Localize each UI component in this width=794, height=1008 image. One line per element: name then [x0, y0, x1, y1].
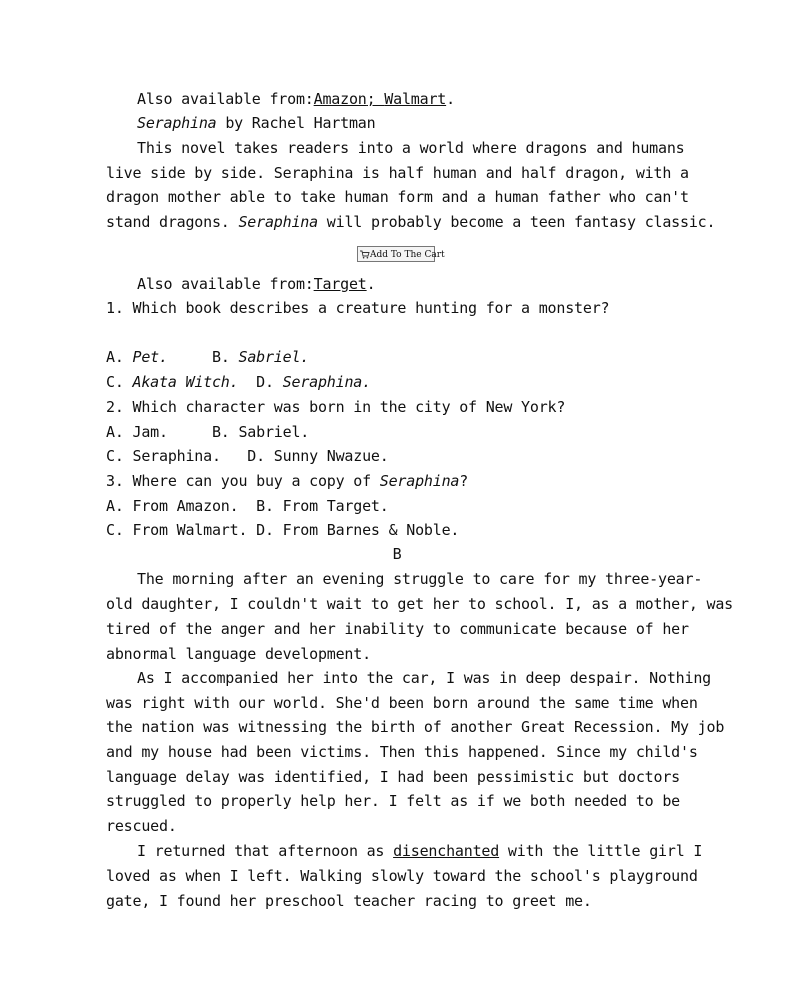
option-letter: C.	[106, 373, 133, 391]
separator: ;	[366, 90, 385, 108]
add-to-cart-label: Add To The Cart	[370, 250, 445, 260]
desc-line-4	[106, 210, 715, 234]
paragraph-line: As I accompanied her into the car, I was in deep despair. Nothing	[137, 669, 711, 687]
option-a: Pet.	[132, 348, 168, 366]
text: with the little girl I	[499, 842, 703, 860]
question-mark: ?	[459, 472, 469, 490]
desc-line-1: This novel takes readers into a world where dragons and humans	[137, 139, 685, 157]
paragraph-line: gate, I found her preschool teacher racing to greet me.	[106, 892, 592, 910]
option-c: Akata Witch.	[132, 373, 239, 391]
amazon-link[interactable]: Amazon	[313, 90, 367, 108]
option-b: Sabriel.	[238, 348, 310, 366]
period: .	[366, 275, 376, 293]
text: I returned that afternoon as	[137, 842, 394, 860]
option-letter: A.	[106, 348, 133, 366]
q3-options-cd: C. From Walmart. D. From Barnes & Noble.	[106, 521, 460, 539]
question-text: 3. Where can you buy a copy of	[106, 472, 380, 490]
paragraph-line: loved as when I left. Walking slowly toward the school's playground	[106, 867, 698, 885]
paragraph-line: was right with our world. She'd been born around the same time when	[106, 694, 698, 712]
paragraph-line: The morning after an evening struggle to care for my three-year-	[137, 570, 703, 588]
section-heading: B	[392, 545, 402, 563]
question-3	[106, 469, 468, 493]
q2-options-ab: A. Jam. B. Sabriel.	[106, 423, 310, 441]
underlined-word: disenchanted	[393, 842, 500, 860]
q2-options-cd: C. Seraphina. D. Sunny Nwazue.	[106, 447, 389, 465]
cart-icon	[360, 250, 370, 259]
add-to-cart-button[interactable]	[357, 246, 445, 262]
paragraph-line	[137, 839, 702, 863]
desc-line-3: dragon mother able to take human form and a human father who can't	[106, 188, 689, 206]
availability-label: Also available from:	[137, 90, 314, 108]
text: will probably become a teen fantasy classic.	[317, 213, 716, 231]
paragraph-line: the nation was witnessing the birth of another Great Recession. My job	[106, 718, 725, 736]
q1-options-ab	[106, 345, 309, 369]
q1-options-cd	[106, 370, 371, 394]
book-author: by Rachel Hartman	[216, 114, 376, 132]
paragraph-line: language delay was identified, I had been pessimistic but doctors	[106, 768, 680, 786]
paragraph-line: tired of the anger and her inability to communicate because of her	[106, 620, 689, 638]
paragraph-line: abnormal language development.	[106, 645, 371, 663]
question-2: 2. Which character was born in the city of New York?	[106, 398, 566, 416]
book-title-inline: Seraphina	[379, 472, 460, 490]
paragraph-line: old daughter, I couldn't wait to get her to school. I, as a mother, was	[106, 595, 733, 613]
desc-line-2: live side by side. Seraphina is half human and half dragon, with a	[106, 164, 689, 182]
paragraph-line: and my house had been victims. Then this happened. Since my child's	[106, 743, 698, 761]
target-link[interactable]: Target	[313, 275, 367, 293]
question-1: 1. Which book describes a creature hunting for a monster?	[106, 299, 610, 317]
q3-options-ab: A. From Amazon. B. From Target.	[106, 497, 389, 515]
paragraph-line: rescued.	[106, 817, 177, 835]
availability-label: Also available from:	[137, 275, 314, 293]
option-letter: D.	[256, 373, 283, 391]
book-title: Seraphina	[137, 114, 217, 132]
availability-line-2	[137, 272, 375, 296]
paragraph-line: struggled to properly help her. I felt as if we both needed to be	[106, 792, 680, 810]
book-heading	[137, 111, 375, 135]
walmart-link[interactable]: Walmart	[384, 90, 447, 108]
option-d: Seraphina.	[282, 373, 371, 391]
text: stand dragons.	[106, 213, 239, 231]
option-letter: B.	[211, 348, 239, 366]
availability-line	[137, 87, 455, 111]
book-title-inline: Seraphina	[238, 213, 318, 231]
period: .	[446, 90, 455, 108]
